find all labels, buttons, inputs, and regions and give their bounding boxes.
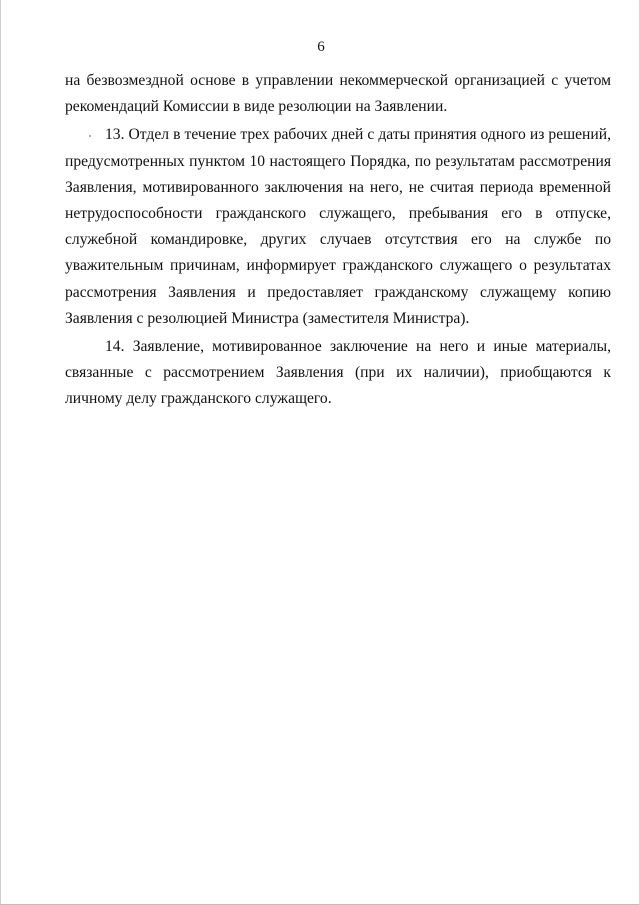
page-number: 6 (317, 39, 325, 55)
document-body (65, 68, 611, 415)
paragraph-item-14: 14. Заявление, мотивированное заключение на него и иные материалы, связанные с рассмотрением Заявления (при их наличии), приобщаются к личному делу гражданского служащего. (65, 338, 611, 408)
paragraph-item-13: 13. Отдел в течение трех рабочих дней с даты принятия одного из решений, предусмотренных пунктом 10 настоящего Порядка, по результатам рассмотрения Заявления, мотивированного заключения на него, не считая периода временной нетрудоспособности гражданского служащего, пребывания его в отпуске, служебной командировке, других случаев отсутствия его на службе по уважительным причинам, информирует гражданского служащего о результатах рассмотрения Заявления и предоставляет гражданскому служащему копию Заявления с резолюцией Министра (заместителя Министра). (65, 126, 611, 327)
paragraph-continuation: на безвозмездной основе в управлении некоммерческой организацией с учетом рекомендаций Комиссии в виде резолюции на Заявлении. (65, 72, 611, 116)
